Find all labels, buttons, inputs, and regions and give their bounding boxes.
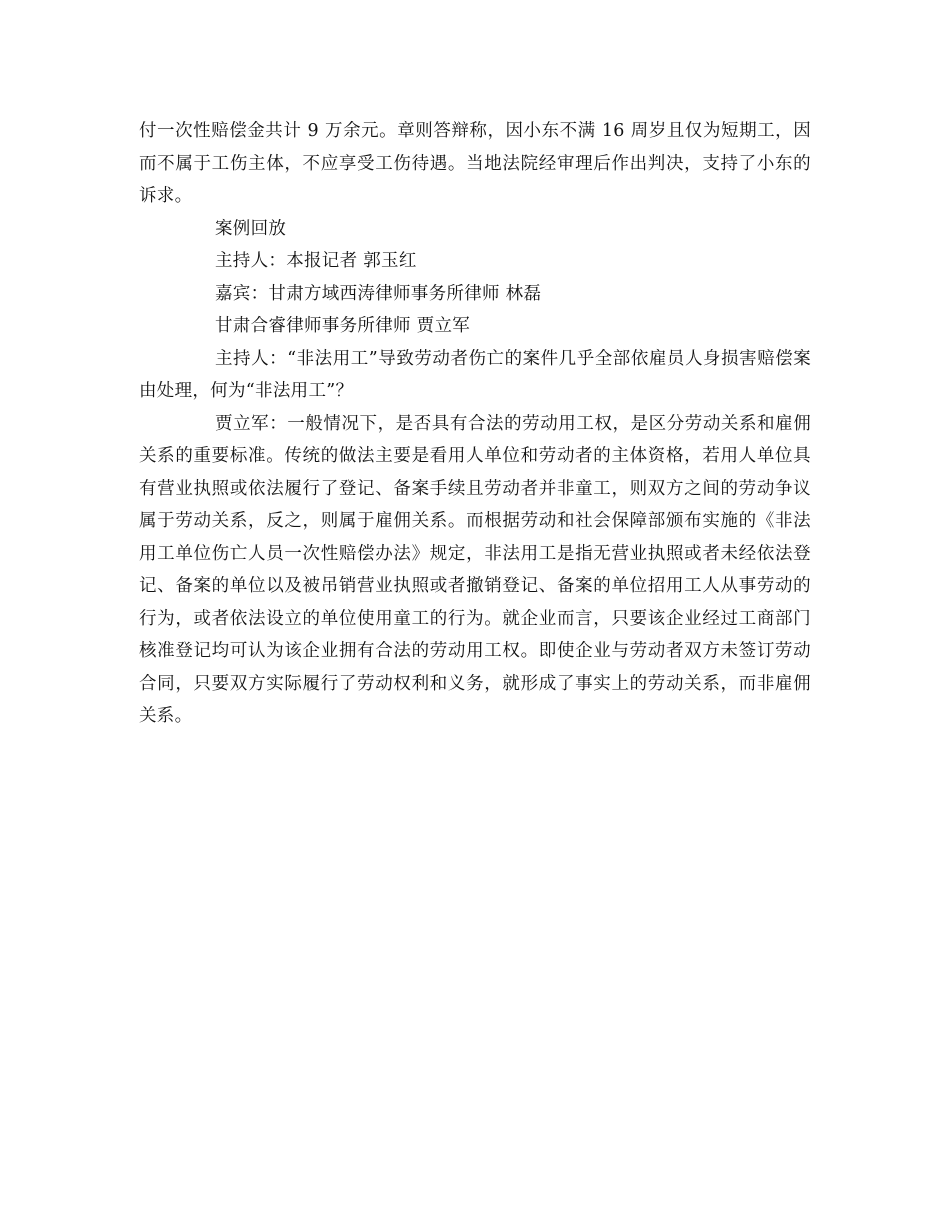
- paragraph-case-summary: 付一次性赔偿金共计 9 万余元。章则答辩称，因小东不满 16 周岁且仅为短期工，因而不属于工伤主体，不应享受工伤待遇。当地法院经审理后作出判决，支持了小东的诉求。: [139, 121, 811, 206]
- document-body: [139, 115, 811, 733]
- paragraph-answer: 贾立军：一般情况下，是否具有合法的劳动用工权，是区分劳动关系和雇佣关系的重要标准。传统的做法主要是看用人单位和劳动者的主体资格，若用人单位具有营业执照或依法履行了登记、备案手续且劳动者并非童工，则双方之间的劳动争议属于劳动关系，反之，则属于雇佣关系。而根据劳动和社会保障部颁布实施的《非法用工单位伤亡人员一次性赔偿办法》规定，非法用工是指无营业执照或者未经依法登记、备案的单位以及被吊销营业执照或者撤销登记、备案的单位招用工人从事劳动的行为，或者依法设立的单位使用童工的行为。就企业而言，只要该企业经过工商部门核准登记均可认为该企业拥有合法的劳动用工权。即使企业与劳动者双方未签订劳动合同，只要双方实际履行了劳动权利和义务，就形成了事实上的劳动关系，而非雇佣关系。: [139, 413, 811, 726]
- guest-line-2: 甘肃合睿律师事务所律师 贾立军: [215, 316, 471, 336]
- section-heading-case-review: 案例回放: [215, 218, 287, 239]
- paragraph-host-question: 主持人：“非法用工”导致劳动者伤亡的案件几乎全部依雇员人身损害赔偿案由处理，何为“非法用工”？: [139, 348, 811, 401]
- host-line: 主持人：本报记者 郭玉红: [215, 251, 417, 271]
- guest-line-1: 嘉宾：甘肃方域西涛律师事务所律师 林磊: [215, 283, 542, 304]
